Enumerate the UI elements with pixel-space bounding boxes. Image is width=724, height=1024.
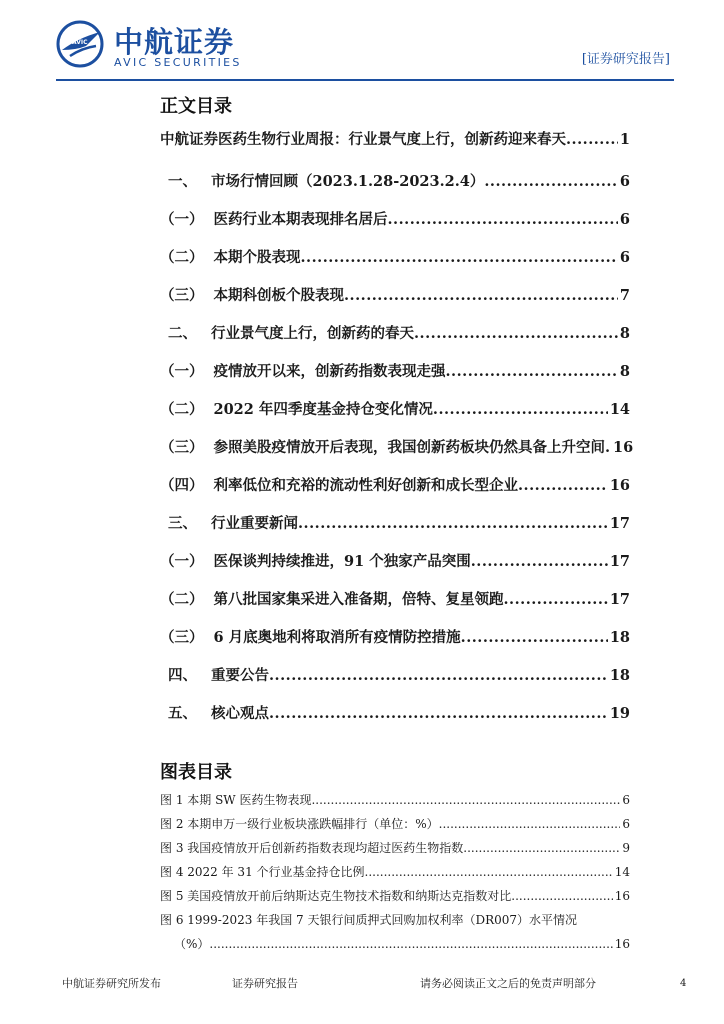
dot-leader — [471, 553, 608, 570]
toc-entry-page: 19 — [609, 705, 630, 722]
toc-entry[interactable] — [160, 436, 634, 457]
toc-entry[interactable] — [160, 664, 630, 685]
toc-entry-number: 二、 — [168, 325, 197, 342]
toc-entry-number: （三） — [160, 629, 204, 646]
company-logo — [56, 18, 276, 73]
toc-entry-title: 利率低位和充裕的流动性利好创新和成长型企业 — [213, 477, 518, 494]
toc-entry-page: 17 — [609, 591, 630, 608]
figure-entry-page: 9 — [622, 841, 630, 855]
toc-entry[interactable] — [160, 322, 630, 343]
page-number: 4 — [680, 978, 687, 989]
toc-entry-number: （三） — [160, 287, 204, 304]
toc-entry[interactable] — [160, 360, 630, 381]
dot-leader — [461, 629, 608, 646]
figure-entry-page: 6 — [622, 817, 630, 831]
figure-entry[interactable] — [160, 815, 630, 832]
toc-entry-number: 一、 — [168, 173, 197, 190]
dot-leader — [344, 287, 618, 304]
figure-entry-page: 6 — [622, 793, 630, 807]
toc-entry[interactable] — [160, 246, 630, 267]
toc-entry-number: 五、 — [168, 705, 197, 722]
toc-entry-title: 重要公告 — [211, 667, 269, 684]
toc-entry[interactable] — [160, 208, 630, 229]
toc-title: 正文目录 — [160, 96, 232, 117]
dot-leader — [298, 515, 608, 532]
toc-entry-page: 16 — [613, 439, 634, 456]
toc-entry-title: 本期个股表现 — [213, 249, 301, 266]
dot-leader — [484, 173, 618, 190]
toc-entry[interactable] — [160, 512, 630, 533]
report-type-tag: [证券研究报告] — [581, 52, 670, 67]
footer-disclaimer: 请务必阅读正文之后的免责声明部分 — [420, 977, 596, 990]
toc-entry[interactable] — [160, 550, 630, 571]
figure-entry-page: 14 — [614, 865, 630, 879]
dot-leader — [209, 937, 612, 951]
toc-entry-title: 本期科创板个股表现 — [213, 287, 344, 304]
toc-entry[interactable] — [160, 702, 630, 723]
toc-entry-page: 6 — [619, 249, 630, 266]
toc-entry[interactable] — [160, 284, 630, 305]
dot-leader — [463, 841, 620, 855]
dot-leader — [365, 865, 613, 879]
toc-entry-title: 第八批国家集采进入准备期，倍特、复星领跑 — [213, 591, 504, 608]
toc-entry-title: 参照美股疫情放开后表现，我国创新药板块仍然具备上升空间 — [213, 439, 605, 456]
dot-leader — [269, 667, 608, 684]
toc-entry-number: （三） — [160, 439, 204, 456]
figure-entry-title: 图 3 我国疫情放开后创新药指数表现均超过医药生物指数 — [160, 841, 464, 855]
toc-entry[interactable] — [160, 626, 630, 647]
toc-entry-number: 三、 — [168, 515, 197, 532]
figure-entry-page: 16 — [614, 937, 630, 951]
dot-leader — [388, 211, 618, 228]
toc-entry-title: 6 月底奥地利将取消所有疫情防控措施 — [213, 629, 461, 646]
toc-entry-number: （二） — [160, 401, 204, 418]
toc-entry-number: （二） — [160, 249, 204, 266]
toc-entry-title: 市场行情回顾（2023.1.28-2023.2.4） — [211, 173, 485, 190]
figure-entry-unit: （%） — [174, 937, 210, 951]
figure-entry-title[interactable]: 图 6 1999-2023 年我国 7 天银行间质押式回购加权利率（DR007）水平情况 — [160, 913, 578, 927]
toc-entry-page: 8 — [619, 363, 630, 380]
toc-entry-page: 8 — [619, 325, 630, 342]
figure-entry[interactable] — [160, 863, 630, 880]
toc-entry[interactable] — [160, 170, 630, 191]
toc-entry-page: 17 — [609, 553, 630, 570]
dot-leader — [504, 591, 608, 608]
toc-entry[interactable] — [160, 398, 630, 419]
dot-leader — [439, 817, 621, 831]
toc-entry-title: 2022 年四季度基金持仓变化情况 — [213, 401, 433, 418]
dot-leader — [518, 477, 608, 494]
footer-publisher: 中航证券研究所发布 — [62, 977, 161, 990]
toc-entry-page: 18 — [609, 667, 630, 684]
dot-leader — [566, 131, 618, 148]
figure-entry-title: 图 4 2022 年 31 个行业基金持仓比例 — [160, 865, 365, 879]
figure-entry-title: 图 5 美国疫情放开前后纳斯达克生物技术指数和纳斯达克指数对比 — [160, 889, 512, 903]
toc-entry-number: 四、 — [168, 667, 197, 684]
toc-entry-number: （四） — [160, 477, 204, 494]
figure-entry[interactable] — [160, 791, 630, 808]
figure-entry[interactable] — [160, 887, 630, 904]
toc-entry[interactable] — [160, 128, 630, 149]
toc-entry-number: （一） — [160, 211, 204, 228]
figure-entry-title: 图 2 本期申万一级行业板块涨跌幅排行（单位：%） — [160, 817, 439, 831]
figure-entry-title: 图 1 本期 SW 医药生物表现 — [160, 793, 312, 807]
toc-entry-page: 18 — [609, 629, 630, 646]
toc-entry-page: 1 — [619, 131, 630, 148]
toc-entry-page: 6 — [619, 211, 630, 228]
logo-chinese-name: 中航证券 — [114, 25, 235, 59]
dot-leader — [301, 249, 618, 266]
toc-entry-page: 17 — [609, 515, 630, 532]
toc-entry-page: 6 — [619, 173, 630, 190]
header-divider — [56, 79, 674, 81]
toc-entry[interactable] — [160, 588, 630, 609]
toc-entry-number: （二） — [160, 591, 204, 608]
footer-report-type: 证券研究报告 — [232, 977, 298, 990]
toc-entry[interactable] — [160, 474, 630, 495]
figure-entry[interactable] — [160, 839, 630, 856]
toc-entry-page: 14 — [609, 401, 630, 418]
toc-entry-title: 行业景气度上行，创新药的春天 — [211, 325, 414, 342]
toc-entry-page: 16 — [609, 477, 630, 494]
toc-entry-page: 7 — [619, 287, 630, 304]
dot-leader — [433, 401, 608, 418]
svg-text:AVIC: AVIC — [72, 39, 88, 46]
toc-entry-title: 核心观点 — [211, 705, 269, 722]
avic-emblem-icon — [56, 20, 104, 68]
toc-entry-number: （一） — [160, 553, 204, 570]
dot-leader — [414, 325, 618, 342]
dot-leader — [511, 889, 612, 903]
toc-entry-title: 疫情放开以来，创新药指数表现走强 — [213, 363, 446, 380]
figure-entry-page: 16 — [614, 889, 630, 903]
toc-entry-title: 医药行业本期表现排名居后 — [213, 211, 388, 228]
toc-entry-title: 中航证券医药生物行业周报：行业景气度上行，创新药迎来春天 — [160, 131, 566, 148]
toc-entry-number: （一） — [160, 363, 204, 380]
dot-leader — [311, 793, 620, 807]
page-header — [0, 0, 724, 82]
toc-entry-title: 行业重要新闻 — [211, 515, 298, 532]
figure-entry[interactable] — [160, 935, 630, 952]
dot-leader — [269, 705, 608, 722]
logo-english-name: AVIC SECURITIES — [114, 56, 242, 69]
toc-entry-title: 医保谈判持续推进，91 个独家产品突围 — [213, 553, 471, 570]
dot-leader — [446, 363, 618, 380]
figures-title: 图表目录 — [160, 762, 232, 783]
